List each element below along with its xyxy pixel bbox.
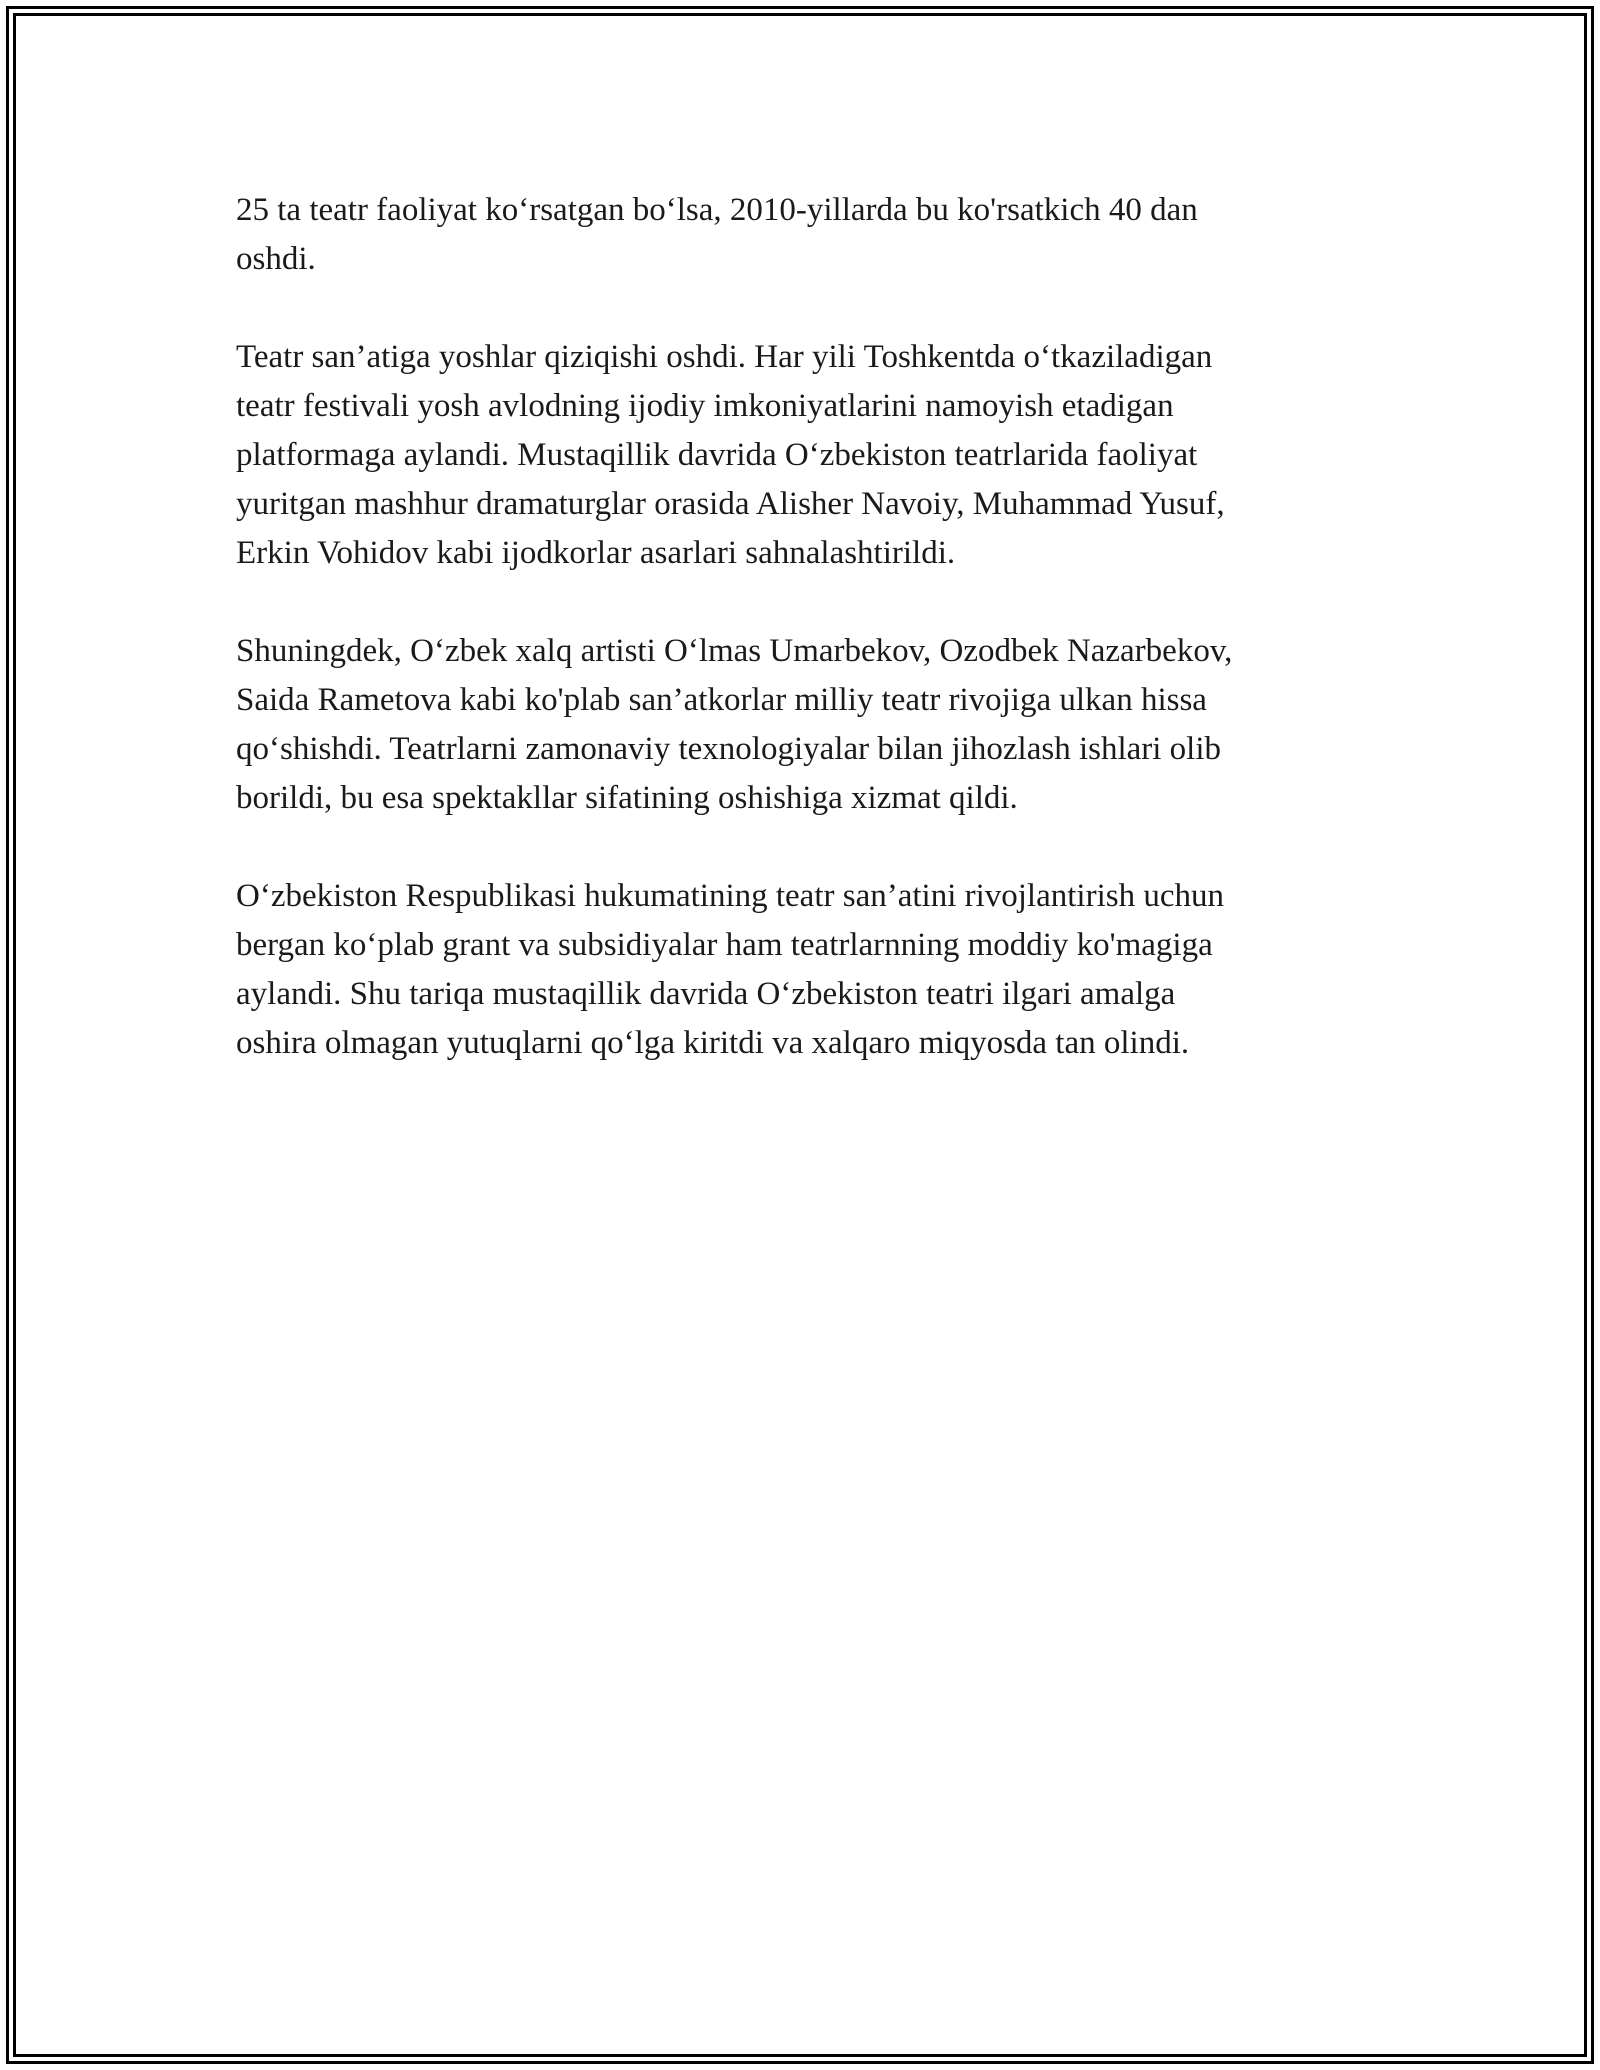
paragraph: Teatr san’atiga yoshlar qiziqishi oshdi. Har yili Toshkentda o‘tkaziladigan teatr festivali yosh avlodning ijodiy imkoniyatlarini namoyish etadigan platformaga aylandi. Mustaqillik davrida O‘zbekiston teatrlarida faoliyat yuritgan mashhur dramaturglar orasida Alisher Navoiy, Muhammad Yusuf, Erkin Vohidov kabi ijodkorlar asarlari sahnalashtirildi. [236, 339, 1225, 571]
document-body [236, 186, 1376, 1117]
paragraph: 25 ta teatr faoliyat ko‘rsatgan bo‘lsa, 2010-yillarda bu ko'rsatkich 40 dan oshdi. [236, 192, 1198, 277]
paragraph: Shuningdek, O‘zbek xalq artisti O‘lmas Umarbekov, Ozodbek Nazarbekov, Saida Rametova kabi ko'plab san’atkorlar milliy teatr rivojiga ulkan hissa qo‘shishdi. Teatrlarni zamonaviy texnologiyalar bilan jihozlash ishlari olib borildi, bu esa spektakllar sifatining oshishiga xizmat qildi. [236, 633, 1233, 816]
paragraph: O‘zbekiston Respublikasi hukumatining teatr san’atini rivojlantirish uchun bergan ko‘plab grant va subsidiyalar ham teatrlarnning moddiy ko'magiga aylandi. Shu tariqa mustaqillik davrida O‘zbekiston teatri ilgari amalga oshira olmagan yutuqlarni qo‘lga kiritdi va xalqaro miqyosda tan olindi. [236, 878, 1224, 1061]
